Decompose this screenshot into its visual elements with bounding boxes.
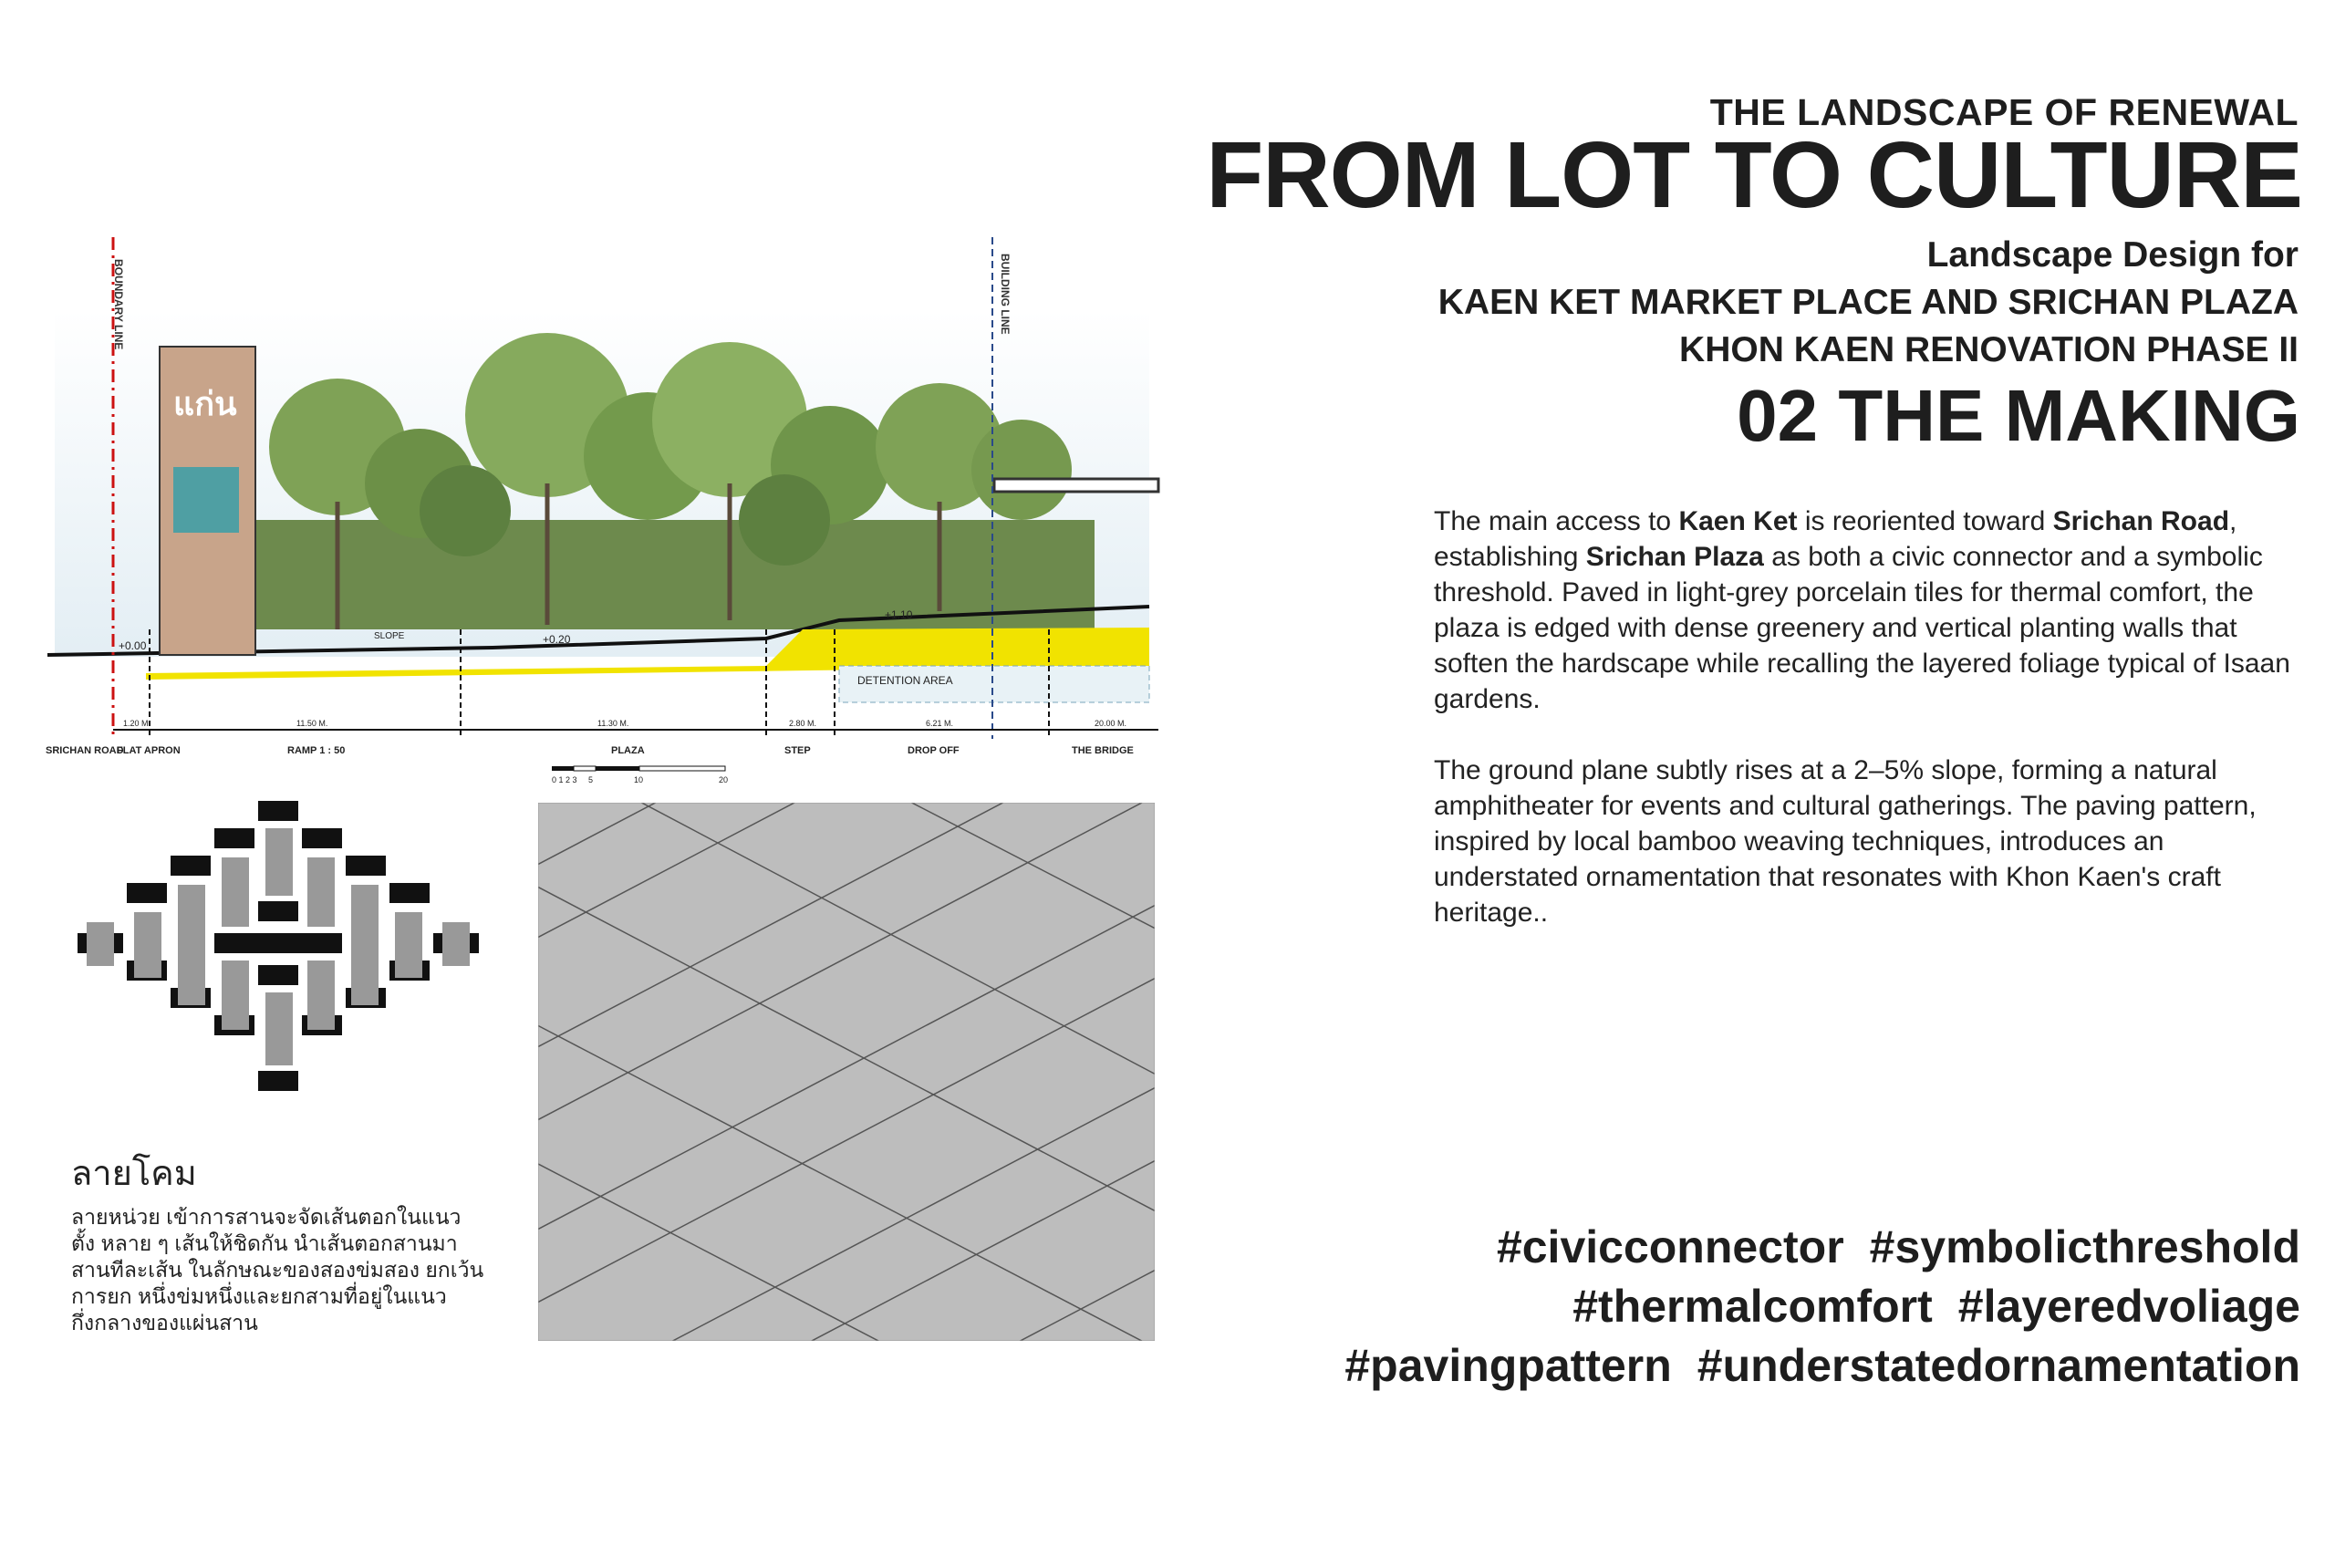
hashtag-row-1 — [1297, 1220, 2300, 1273]
sign-panel — [173, 467, 239, 533]
dimension-label: 20.00 M. — [1095, 719, 1127, 728]
zone-label: STEP — [784, 745, 811, 756]
zone-label: THE BRIDGE — [1072, 745, 1134, 756]
body-paragraph-2: The ground plane subtly rises at a 2–5% slope, forming a natural amphitheater for events and cultural gatherings. The paving pattern, inspired by local bamboo weaving techniques, introduces an understated ornamentation that resonates with Khon Kaen's craft heritage.. — [1434, 755, 2257, 928]
building-line-label: BUILDING LINE — [999, 254, 1012, 335]
motif-description — [71, 1204, 509, 1336]
zone-label: SRICHAN ROAD — [46, 745, 124, 756]
kicker-heading: THE LANDSCAPE OF RENEWAL — [1709, 91, 2299, 133]
scale-tick: 10 — [634, 775, 644, 784]
scale-bar — [552, 766, 728, 784]
chapter-heading: 02 THE MAKING — [1737, 375, 2300, 456]
bridge-deck — [994, 479, 1158, 492]
scale-tick: 0 1 2 3 — [552, 775, 577, 784]
detention-label: DETENTION AREA — [857, 674, 953, 687]
hashtag: #thermalcomfort — [1572, 1281, 1933, 1332]
dimension-label: 11.30 M. — [597, 719, 629, 728]
hashtag: #symbolicthreshold — [1869, 1221, 2300, 1272]
subtitle-1: Landscape Design for — [1926, 235, 2299, 275]
level-label: +0.20 — [543, 633, 571, 646]
weave-motif-diagram — [78, 801, 479, 1091]
page-title: FROM LOT TO CULTURE — [1206, 122, 2302, 227]
site-section-drawing — [36, 237, 1168, 784]
body-text — [1434, 504, 2309, 966]
motif-line: ตั้ง หลาย ๆ เส้นให้ชิดกัน นำเส้นตอกสานมา — [71, 1231, 458, 1255]
dimension-label: 1.20 M. — [123, 719, 151, 728]
dimension-label: 11.50 M. — [296, 719, 328, 728]
hashtag: #pavingpattern — [1344, 1340, 1672, 1391]
subtitle-2: KAEN KET MARKET PLACE AND SRICHAN PLAZA — [1437, 283, 2299, 322]
motif-line: การยก หนึ่งข่มหนึ่งและยกสามที่อยู่ในแนว — [71, 1284, 447, 1308]
body-paragraph-1: The main access to Kaen Ket is reoriented toward Srichan Road, establishing Srichan Plaza as both a civic connector and a symbolic threshold. Paved in light-grey porcelain tiles for thermal comfort, the plaza is edged with dense greenery and vertical planting walls that soften the hardscape while recalling the layered foliage typical of Isaan gardens. — [1434, 506, 2290, 714]
hashtag-row-2 — [1297, 1280, 2300, 1333]
scale-tick: 5 — [588, 775, 594, 784]
hashtag: #layeredvoliage — [1957, 1281, 2300, 1332]
dimension-label: 6.21 M. — [926, 719, 954, 728]
hashtag: #civicconnector — [1496, 1221, 1844, 1272]
sign-text: แก่น — [173, 385, 237, 422]
level-label: +1.10 — [885, 608, 913, 621]
hashtag: #understatedornamentation — [1697, 1340, 2300, 1391]
slope-label: SLOPE — [374, 631, 405, 641]
boundary-line-label: BOUNDARY LINE — [112, 259, 125, 350]
motif-line: สานทีละเส้น ในลักษณะของสองข่มสอง ยกเว้น — [71, 1258, 484, 1282]
zone-label: FLAT APRON — [117, 745, 181, 756]
level-label: +0.00 — [119, 639, 147, 652]
zone-label: PLAZA — [611, 745, 645, 756]
dimension-label: 2.80 M. — [789, 719, 817, 728]
scale-tick: 20 — [719, 775, 729, 784]
zone-label: RAMP 1 : 50 — [287, 745, 346, 756]
motif-title: ลายโคม — [71, 1155, 197, 1193]
hashtag-row-3 — [1297, 1339, 2300, 1392]
paving-pattern-plan — [538, 803, 1155, 1341]
motif-line: ลายหน่วย เข้าการสานจะจัดเส้นตอกในแนว — [71, 1205, 462, 1229]
motif-line: กึ่งกลางของแผ่นสาน — [71, 1311, 258, 1334]
zone-label: DROP OFF — [908, 745, 960, 756]
subtitle-3: KHON KAEN RENOVATION PHASE II — [1679, 330, 2299, 369]
planting-wall — [182, 520, 1095, 629]
